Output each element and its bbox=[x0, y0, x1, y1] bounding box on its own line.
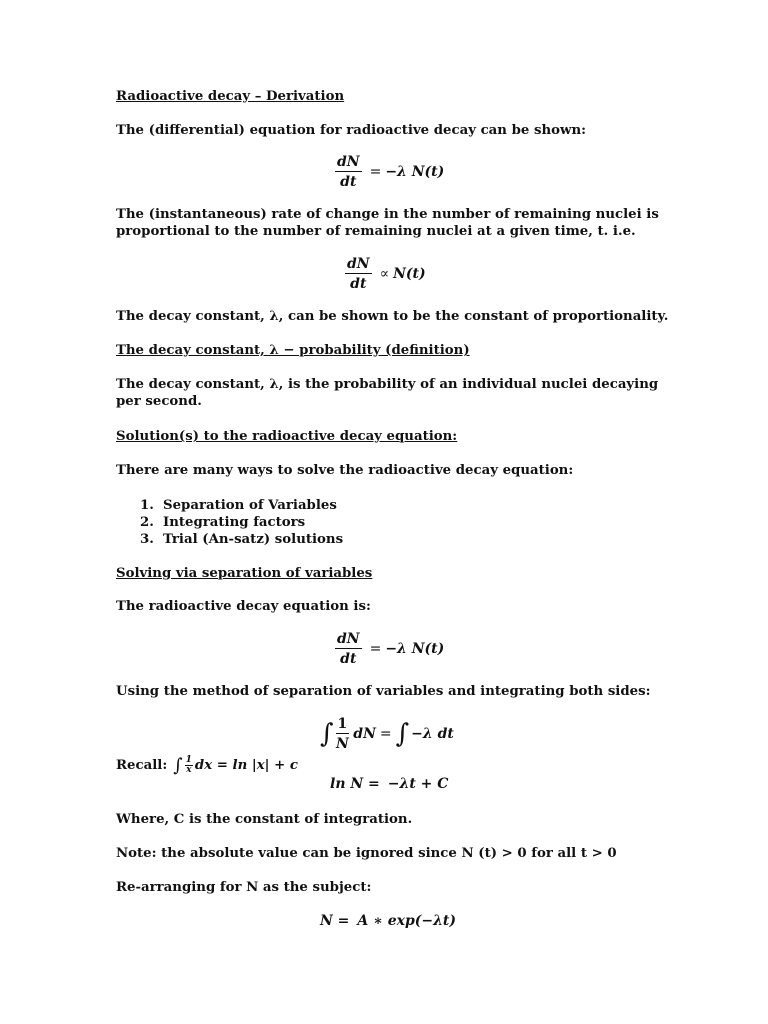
fraction bbox=[335, 154, 362, 190]
fraction-numerator: 1 bbox=[185, 755, 192, 765]
methods-list bbox=[140, 497, 343, 548]
recall-formula bbox=[173, 756, 298, 775]
fraction-numerator: dN bbox=[337, 631, 360, 647]
list-number: 3. bbox=[140, 532, 154, 547]
equals-sign: = bbox=[369, 641, 382, 657]
equation-ln bbox=[330, 776, 448, 792]
equation-integral bbox=[320, 716, 454, 752]
recall-label: Recall: bbox=[116, 758, 168, 773]
fraction-numerator: 1 bbox=[337, 716, 348, 732]
equation-lhs: dN bbox=[353, 726, 376, 742]
equals-sign: = bbox=[379, 726, 392, 742]
list-item bbox=[140, 497, 343, 514]
fraction-denominator: N bbox=[336, 736, 349, 752]
integral-sign: ∫ bbox=[173, 755, 183, 776]
paragraph-probability-line1: The decay constant, λ, is the probability of an individual nuclei decaying bbox=[116, 377, 659, 392]
fraction-denominator: x bbox=[186, 765, 192, 775]
equation-solution bbox=[320, 913, 456, 929]
equation-rhs: −λ N(t) bbox=[385, 641, 445, 657]
heading-derivation: Radioactive decay – Derivation bbox=[116, 89, 345, 104]
equation-rhs: −λt + C bbox=[387, 776, 449, 792]
equation-decay-2 bbox=[335, 631, 444, 667]
list-number: 2. bbox=[140, 515, 154, 530]
paragraph-probability-line2: per second. bbox=[116, 394, 202, 409]
list-number: 1. bbox=[140, 498, 154, 513]
heading-probability: The decay constant, λ − probability (definition) bbox=[116, 343, 470, 358]
fraction bbox=[336, 716, 350, 752]
paragraph-decay-constant: The decay constant, λ, can be shown to be the constant of proportionality. bbox=[116, 309, 669, 324]
fraction-denominator: dt bbox=[350, 276, 367, 292]
fraction bbox=[345, 256, 372, 292]
heading-separation: Solving via separation of variables bbox=[116, 566, 373, 581]
recall-note bbox=[116, 756, 298, 775]
recall-expression: dx = ln |x| + c bbox=[194, 758, 298, 773]
paragraph-rate-line1: The (instantaneous) rate of change in the number of remaining nuclei is bbox=[116, 207, 659, 222]
equation-rhs: N(t) bbox=[393, 266, 426, 282]
equation-rhs: −λ dt bbox=[411, 726, 454, 742]
integral-sign: ∫ bbox=[395, 719, 410, 749]
equation-lhs: ln N = bbox=[330, 776, 380, 792]
fraction-denominator: dt bbox=[340, 651, 357, 667]
list-label: Integrating factors bbox=[163, 515, 306, 530]
equation-proportional bbox=[345, 256, 426, 292]
list-item bbox=[140, 531, 343, 548]
heading-solutions: Solution(s) to the radioactive decay equation: bbox=[116, 429, 458, 444]
list-label: Trial (An-satz) solutions bbox=[163, 532, 344, 547]
equation-lhs: N = bbox=[320, 913, 350, 929]
paragraph-constant: Where, C is the constant of integration. bbox=[116, 812, 413, 827]
paragraph-many-ways: There are many ways to solve the radioactive decay equation: bbox=[116, 463, 574, 478]
paragraph-separation-method: Using the method of separation of variables and integrating both sides: bbox=[116, 684, 651, 699]
list-label: Separation of Variables bbox=[163, 498, 337, 513]
fraction bbox=[335, 631, 362, 667]
list-item bbox=[140, 514, 343, 531]
fraction-denominator: dt bbox=[340, 174, 357, 190]
paragraph-absolute-value: Note: the absolute value can be ignored since N (t) > 0 for all t > 0 bbox=[116, 846, 617, 861]
integral-sign: ∫ bbox=[320, 719, 334, 749]
small-fraction bbox=[185, 756, 193, 775]
equation-decay-1 bbox=[335, 154, 444, 190]
paragraph-rearranging: Re-arranging for N as the subject: bbox=[116, 880, 372, 895]
equation-rhs: −λ N(t) bbox=[385, 164, 445, 180]
fraction-numerator: dN bbox=[347, 256, 370, 272]
paragraph-rate-line2: proportional to the number of remaining nuclei at a given time, t. i.e. bbox=[116, 224, 636, 239]
proportional-sign: ∝ bbox=[379, 266, 390, 282]
paragraph-intro: The (differential) equation for radioactive decay can be shown: bbox=[116, 123, 587, 138]
fraction-numerator: dN bbox=[337, 154, 360, 170]
paragraph-equation-is: The radioactive decay equation is: bbox=[116, 599, 371, 614]
equals-sign: = bbox=[369, 164, 382, 180]
equation-rhs: A ∗ exp(−λt) bbox=[357, 913, 456, 929]
